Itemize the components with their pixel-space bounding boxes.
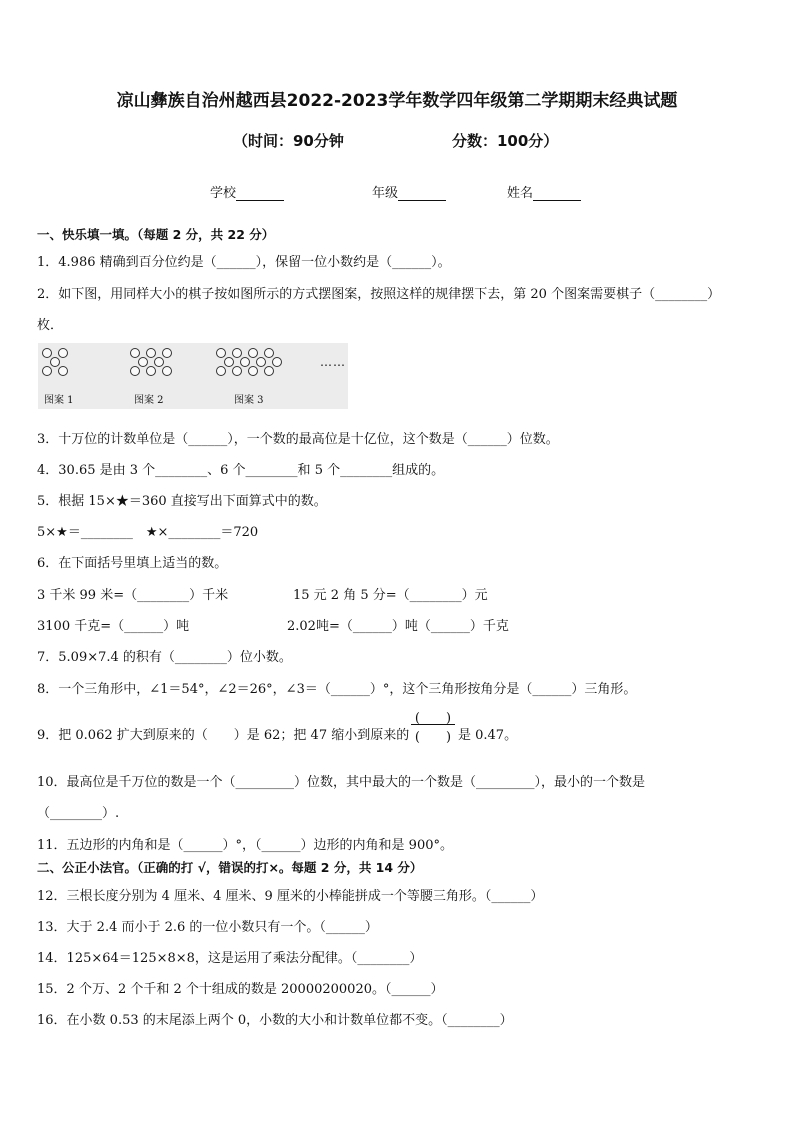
question-10-cont: （________）. [37,806,120,821]
chess-piece [162,348,172,358]
chess-piece [50,357,60,367]
question-2-cont: 枚． [37,318,64,333]
question-8: 8．一个三角形中，∠1＝54°，∠2＝26°，∠3＝（______）°，这个三角形按角分是（______）三角形。 [37,682,637,697]
chess-piece [58,366,68,376]
question-12: 12．三根长度分别为 4 厘米、4 厘米、9 厘米的小棒能拼成一个等腰三角形。（______） [37,889,544,904]
grade-blank [398,187,446,201]
chess-piece [146,366,156,376]
chess-piece [224,357,234,367]
chess-piece [216,366,226,376]
fraction-denominator: ( ) [414,730,452,745]
chess-piece [130,348,140,358]
name-field [507,182,581,201]
pattern-1-label: 图案 1 [44,395,74,406]
fraction-numerator: ( ) [414,711,452,726]
chess-piece [264,348,274,358]
question-6-item-a1: 3 千米 99 米=（________）千米 [37,588,229,603]
question-9-cont: 是 0.47。 [458,728,518,743]
question-4: 4．30.65 是由 3 个________、6 个________和 5 个________组成的。 [37,463,445,478]
chess-piece [42,366,52,376]
pattern-ellipsis: …… [320,355,346,369]
chess-piece [58,348,68,358]
chess-pattern-figure [38,343,348,409]
chess-piece [256,357,266,367]
question-16: 16．在小数 0.53 的末尾添上两个 0，小数的大小和计数单位都不变。（________） [37,1013,513,1028]
section-heading-2: 二、公正小法官。（正确的打 √，错误的打×。每题 2 分，共 14 分） [37,860,423,875]
question-6: 6．在下面括号里填上适当的数。 [37,556,228,571]
chess-piece [248,366,258,376]
question-9: 9．把 0.062 扩大到原来的（ ）是 62；把 47 缩小到原来的 [37,728,410,743]
chess-piece [232,348,242,358]
question-6-item-a2: 15 元 2 角 5 分=（________）元 [293,588,488,603]
school-label: 学校 [210,186,237,201]
question-5: 5．根据 15×★＝360 直接写出下面算式中的数。 [37,494,327,509]
chess-piece [216,348,226,358]
question-11: 11．五边形的内角和是（______）°，（______）边形的内角和是 900°。 [37,838,453,853]
grade-field [372,182,446,201]
chess-piece [272,357,282,367]
page-title: 凉山彝族自治州越西县2022-2023学年数学四年级第二学期期末经典试题 [116,91,678,111]
chess-piece [130,366,140,376]
chess-piece [264,366,274,376]
grade-label: 年级 [372,186,399,201]
pattern-3-label: 图案 3 [234,395,264,406]
question-13: 13．大于 2.4 而小于 2.6 的一位小数只有一个。（______） [37,920,378,935]
chess-piece [232,366,242,376]
chess-piece [162,366,172,376]
chess-piece [42,348,52,358]
question-3: 3．十万位的计数单位是（______），一个数的最高位是十亿位，这个数是（______）位数。 [37,432,559,447]
question-2: 2．如下图，用同样大小的棋子按如图所示的方式摆图案，按照这样的规律摆下去，第 20 个图案需要棋子（________） [37,287,721,302]
question-5-blanks: 5×★＝________ ★×________＝720 [37,525,259,540]
chess-piece [240,357,250,367]
school-field [210,182,284,201]
question-7: 7．5.09×7.4 的积有（________）位小数。 [37,650,292,665]
fraction-blank [411,707,455,745]
pattern-2-label: 图案 2 [134,395,164,406]
name-blank [533,187,581,201]
exam-time: （时间：90分钟 [233,132,344,150]
question-6-item-b1: 3100 千克=（______）吨 [37,619,190,634]
exam-score: 分数：100分） [452,132,559,150]
question-15: 15．2 个万、2 个千和 2 个十组成的数是 20000200020。（______） [37,982,444,997]
question-14: 14．125×64＝125×8×8，这是运用了乘法分配律。（________） [37,951,423,966]
name-label: 姓名 [507,186,534,201]
question-6-item-b2: 2.02吨=（______）吨（______）千克 [287,619,509,634]
chess-piece [138,357,148,367]
question-10: 10．最高位是千万位的数是一个（_________）位数，其中最大的一个数是（_________），最小的一个数是 [37,775,646,790]
school-blank [236,187,284,201]
section-heading-1: 一、快乐填一填。（每题 2 分，共 22 分） [37,227,275,242]
chess-piece [154,357,164,367]
question-1: 1．4.986 精确到百分位约是（______），保留一位小数约是（______）。 [37,255,451,270]
chess-piece [146,348,156,358]
chess-piece [248,348,258,358]
